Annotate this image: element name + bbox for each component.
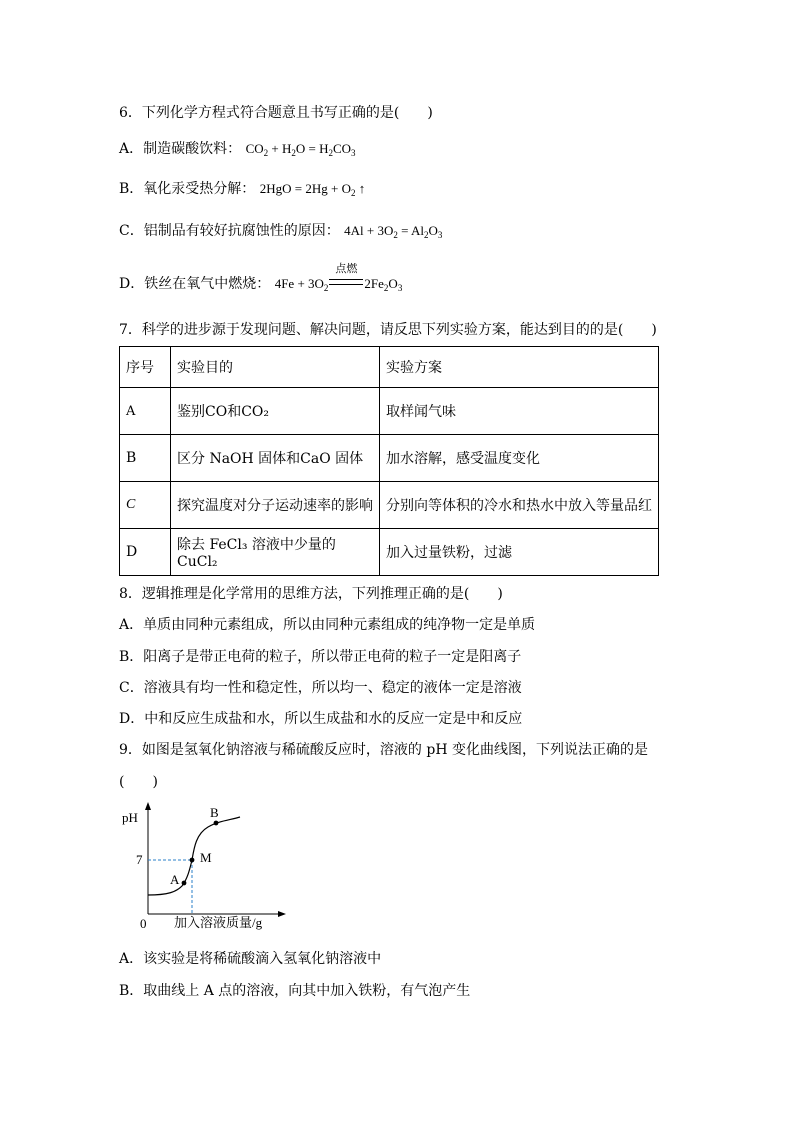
reaction-condition: 点燃 — [335, 263, 358, 275]
equation-d: $4Fe + 3O_2$ 点燃 $2Fe_2O_3$ — [275, 276, 403, 291]
row-plan: 加入过量铁粉，过滤 — [380, 529, 659, 576]
table-row — [120, 435, 659, 482]
table-header-row — [120, 347, 659, 388]
q9-paren: ( ) — [119, 774, 158, 790]
row-plan: 取样闻气味 — [380, 388, 659, 435]
q8-option-c: C．溶液具有均一性和稳定性，所以均一、稳定的液体一定是溶液 — [119, 680, 522, 696]
q6-stem: 6．下列化学方程式符合题意且书写正确的是( ) — [119, 105, 433, 121]
y-axis-arrow — [145, 802, 151, 810]
q6-option-b — [119, 180, 365, 198]
ph-curve-chart — [118, 800, 288, 940]
q6-option-d — [119, 263, 403, 293]
q6-option-c-label: C．铝制品有较好抗腐蚀性的原因： — [119, 223, 340, 239]
point-b-label: B — [210, 805, 219, 820]
ph-curve — [148, 817, 240, 895]
equation-b: $2HgO = 2Hg + O_2$ ↑ — [259, 181, 366, 198]
q6-option-c — [119, 222, 442, 240]
origin-label: 0 — [140, 916, 147, 931]
row-id: A — [120, 388, 171, 435]
table-row — [120, 482, 659, 529]
q8-stem: 8．逻辑推理是化学常用的思维方法，下列推理正确的是( ) — [119, 586, 503, 602]
q9-stem: 9．如图是氢氧化钠溶液与稀硫酸反应时，溶液的 pH 变化曲线图，下列说法正确的是 — [119, 742, 648, 758]
table-row — [120, 388, 659, 435]
header-id: 序号 — [120, 347, 171, 388]
row-goal: 探究温度对分子运动速率的影响 — [171, 482, 380, 529]
row-id: C — [120, 482, 171, 529]
row-goal: 鉴别CO和CO₂ — [171, 388, 380, 435]
point-b — [214, 821, 219, 826]
x-axis-arrow — [278, 911, 286, 917]
q8-option-d: D．中和反应生成盐和水，所以生成盐和水的反应一定是中和反应 — [119, 711, 523, 727]
q6-option-d-label: D．铁丝在氧气中燃烧： — [119, 276, 271, 292]
table-row — [120, 529, 659, 576]
x-axis-label: 加入溶液质量/g — [174, 915, 263, 930]
row-id: B — [120, 435, 171, 482]
q6-option-b-label: B．氧化汞受热分解： — [119, 181, 256, 197]
row-plan: 加水溶解，感受温度变化 — [380, 435, 659, 482]
equation-a: $CO_2 + H_2O = H_2CO_3$ — [245, 141, 356, 158]
q9-option-b: B．取曲线上 A 点的溶液，向其中加入铁粉，有气泡产生 — [119, 983, 471, 999]
q6-option-a — [119, 140, 356, 158]
header-plan: 实验方案 — [380, 347, 659, 388]
y-tick-label: 7 — [136, 852, 143, 867]
equation-c: $4Al + 3O_2 = Al_2O_3$ — [344, 223, 443, 240]
y-axis-label: pH — [122, 810, 138, 825]
q7-stem: 7．科学的进步源于发现问题、解决问题，请反思下列实验方案，能达到目的的是( ) — [119, 322, 657, 338]
point-m — [190, 858, 195, 863]
q9-option-a: A．该实验是将稀硫酸滴入氢氧化钠溶液中 — [119, 951, 382, 967]
row-id: D — [120, 529, 171, 576]
point-a — [182, 881, 187, 886]
q6-option-a-label: A．制造碳酸饮料： — [119, 141, 242, 157]
header-goal: 实验目的 — [171, 347, 380, 388]
experiment-table — [119, 346, 659, 576]
row-goal: 区分 NaOH 固体和CaO 固体 — [171, 435, 380, 482]
row-goal: 除去 FeCl₃ 溶液中少量的CuCl₂ — [171, 529, 380, 576]
point-a-label: A — [170, 872, 180, 887]
q8-option-b: B．阳离子是带正电荷的粒子，所以带正电荷的粒子一定是阳离子 — [119, 649, 522, 665]
q8-option-a: A．单质由同种元素组成，所以由同种元素组成的纯净物一定是单质 — [119, 617, 536, 633]
row-plan: 分别向等体积的冷水和热水中放入等量品红 — [380, 482, 659, 529]
point-m-label: M — [200, 850, 212, 865]
